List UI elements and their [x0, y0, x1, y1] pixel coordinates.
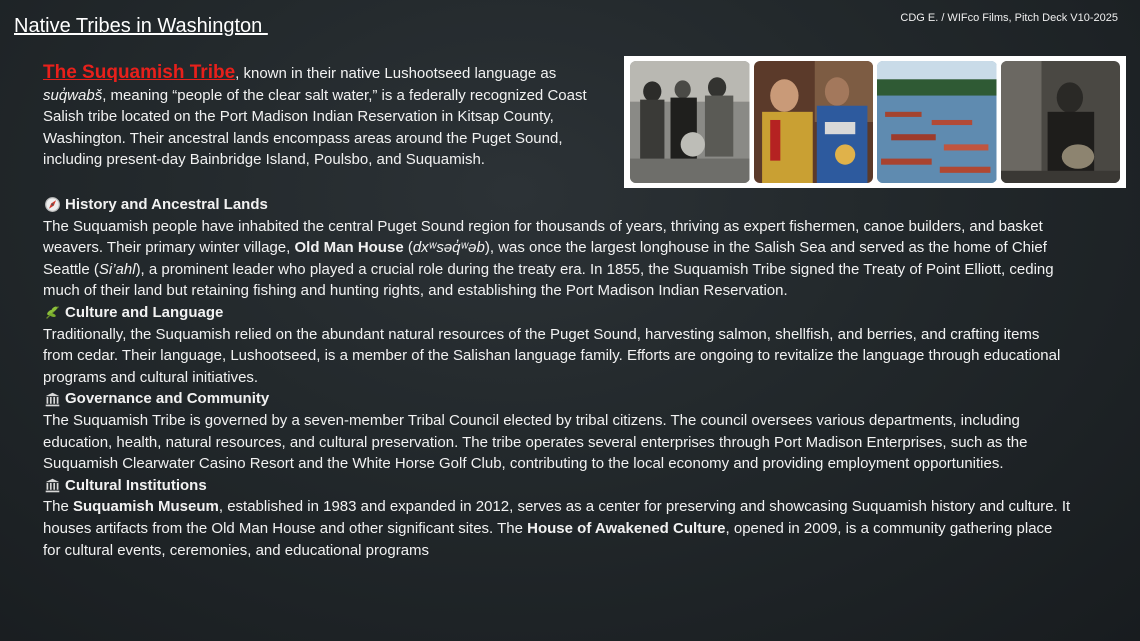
- culture-line-2: from cedar. Their language, Lushootseed, is a member of the Salishan language family. Efforts are ongoing to revitalize the language through educational: [43, 347, 1061, 365]
- history-line-3a: Seattle (: [43, 260, 99, 278]
- culture-line-3: programs and cultural initiatives.: [43, 368, 259, 386]
- institutions-line-1c: , established in 1983 and expanded in 2012, serves as a center for preserving and showcasing Suquamish history and culture. It: [218, 498, 1071, 516]
- main-content: [43, 194, 1133, 561]
- herb-icon: [43, 304, 61, 322]
- history-line-3c: ), a prominent leader who played a crucial role during the treaty era. In 1855, the Suquamish Tribe signed the Treaty of Point Elliott, ceding: [135, 260, 1054, 278]
- deck-credit: CDG E. / WIFco Films, Pitch Deck V10-2025: [900, 12, 1118, 24]
- compass-icon: [43, 196, 61, 214]
- history-line-2a: weavers. Their primary winter village,: [43, 239, 295, 257]
- history-line-3: [43, 259, 1133, 281]
- intro-paragraph: [43, 62, 611, 171]
- history-line-2c: (: [403, 239, 413, 257]
- canoe-journey-photo: [877, 61, 997, 183]
- governance-heading-text: Governance and Community: [65, 390, 270, 408]
- intro-text-2: , meaning “people of the clear salt water,” is a federally recognized Coast Salish tribe located on the Port Madison Indian Reservation in Kitsap County, Washington. Their ancestral lands encompass areas around the Puget Sound, including present-day Bainbridge Island, Poulsbo, and Suquamish.: [43, 86, 587, 169]
- culture-line-1: Traditionally, the Suquamish relied on the abundant natural resources of the Puget Sound, harvesting salmon, shellfish, and berries, and crafting items: [43, 325, 1040, 343]
- classical-building-icon: [43, 477, 61, 495]
- institutions-paragraph: [43, 496, 1133, 561]
- institutions-line-3: for cultural events, ceremonies, and educational programs: [43, 541, 430, 559]
- old-man-house-bold: Old Man House: [294, 239, 404, 257]
- institutions-line-2c: , opened in 2009, is a community gathering place: [725, 519, 1053, 537]
- institutions-heading-text: Cultural Institutions: [65, 476, 207, 494]
- history-line-2e: ), was once the largest longhouse in the Salish Sea and served as the home of Chief: [484, 239, 1047, 257]
- history-heading-text: History and Ancestral Lands: [65, 196, 268, 213]
- institutions-line-1: [43, 496, 1133, 518]
- section-heading-culture: [43, 302, 1133, 324]
- historic-group-photo: [630, 61, 750, 183]
- institutions-line-2: [43, 518, 1133, 540]
- institutions-line-1a: The: [43, 498, 74, 516]
- section-heading-history: [43, 194, 1133, 216]
- history-line-4: much of their land but retaining fishing and hunting rights, and establishing the Port Madison Indian Reservation.: [43, 282, 788, 300]
- culture-paragraph: [43, 324, 1133, 389]
- governance-paragraph: [43, 410, 1133, 475]
- photo-strip: [624, 56, 1126, 188]
- governance-line-2: education, health, natural resources, and cultural preservation. The tribe operates several enterprises through Port Madison Enterprises, such as the: [43, 433, 1028, 451]
- house-of-awakened-culture-bold: House of Awakened Culture: [527, 519, 726, 537]
- section-heading-governance: [43, 388, 1133, 410]
- governance-line-1: The Suquamish Tribe is governed by a seven-member Tribal Council elected by tribal citizens. The council oversees various departments, including: [43, 411, 1020, 429]
- institutions-line-2a: houses artifacts from the Old Man House and other significant sites. The: [43, 519, 528, 537]
- ceremony-portrait-photo: [754, 61, 874, 183]
- old-man-house-native: dxʷsəq̓ʷəb: [412, 239, 485, 257]
- history-line-2: [43, 237, 1133, 259]
- governance-line-3: Suquamish Clearwater Casino Resort and the White Horse Golf Club, contributing to the local economy and providing employment opportunities.: [43, 455, 1004, 473]
- suquamish-museum-bold: Suquamish Museum: [73, 498, 219, 516]
- culture-heading-text: Culture and Language: [65, 303, 224, 321]
- basket-weaver-photo: [1001, 61, 1121, 183]
- chief-native-name: Si’ahl: [98, 260, 136, 278]
- native-name: suq̓wabš: [43, 86, 103, 104]
- history-paragraph: [43, 216, 1133, 302]
- classical-building-icon: [43, 390, 61, 408]
- page-title: Native Tribes in Washington: [14, 15, 268, 37]
- section-heading-institutions: [43, 475, 1133, 497]
- history-line-1: The Suquamish people have inhabited the central Puget Sound region for thousands of years, thriving as expert fishermen, canoe builders, and basket: [43, 217, 1043, 235]
- intro-text-1: , known in their native Lushootseed language as: [235, 65, 557, 82]
- tribe-name-link[interactable]: The Suquamish Tribe: [43, 62, 236, 83]
